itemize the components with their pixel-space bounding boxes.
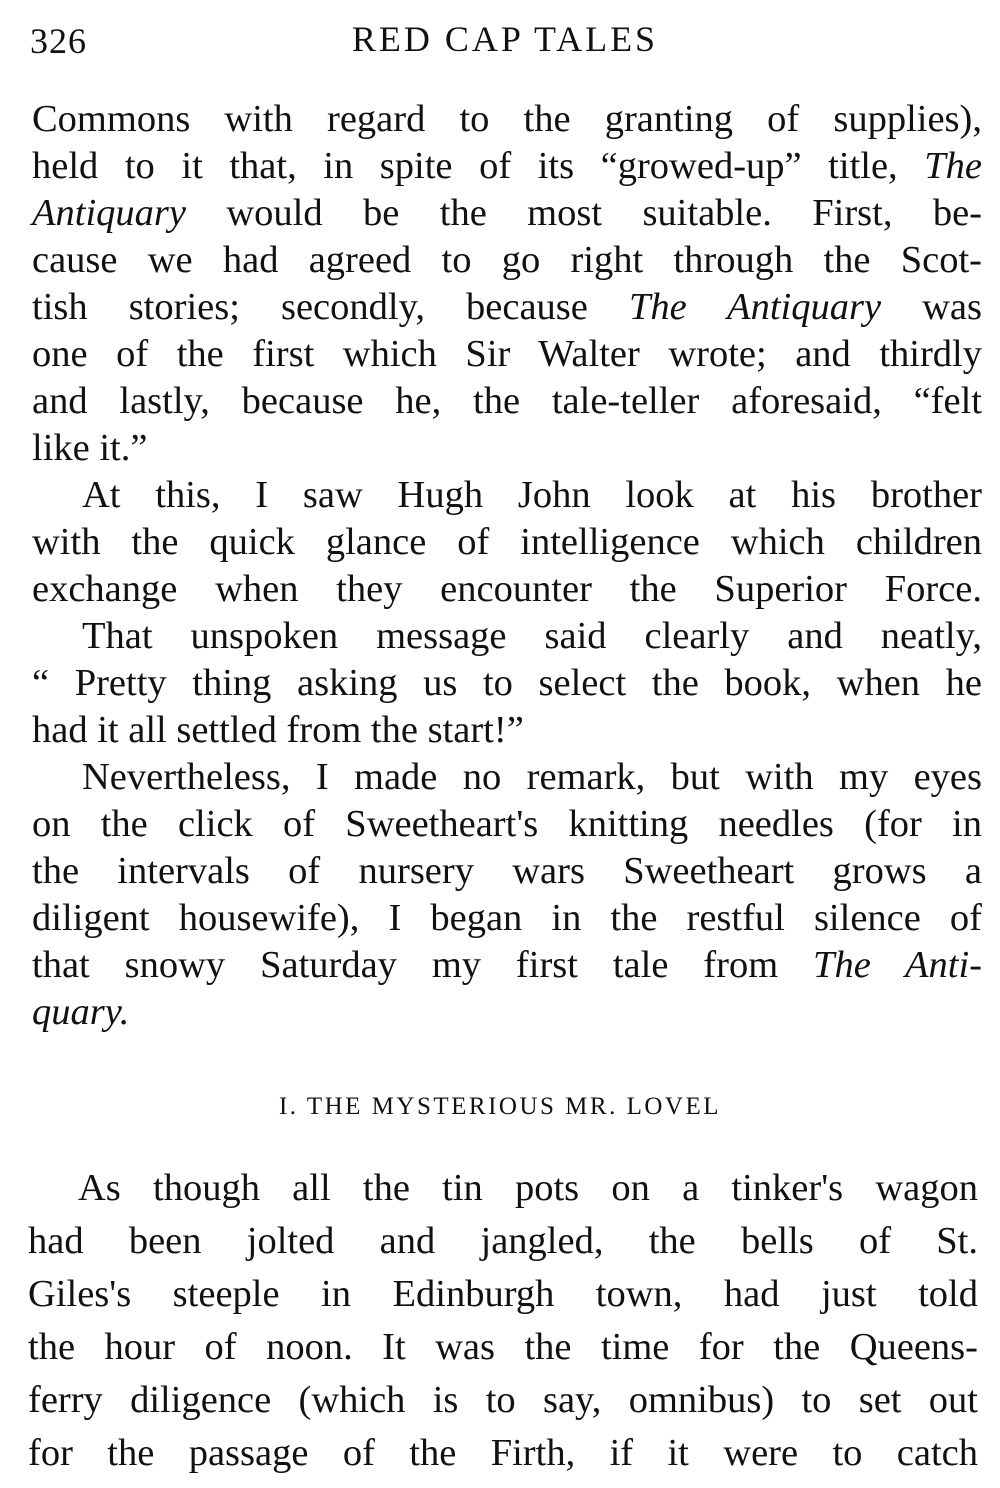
passage-text (32, 96, 982, 1036)
text-line: had it all settled from the start!” (32, 709, 524, 751)
text-line: that snowy Saturday my first tale from The Anti- (32, 944, 982, 986)
text-line: Antiquary would be the most suitable. First, be- (32, 192, 982, 234)
text-line: ferry diligence (which is to say, omnibus) to set out (28, 1379, 978, 1421)
page-number: 326 (30, 21, 87, 61)
text-line: like it.” (32, 427, 148, 469)
text-line: one of the first which Sir Walter wrote; and thirdly (32, 333, 982, 375)
text-line: Commons with regard to the granting of supplies), (32, 98, 982, 140)
page-header (30, 18, 980, 60)
text-line: held to it that, in spite of its “growed-up” title, The (32, 145, 982, 187)
text-line: had been jolted and jangled, the bells of St. (28, 1220, 978, 1262)
text-line: “ Pretty thing asking us to select the book, when he (32, 662, 982, 704)
text-line: tish stories; secondly, because The Antiquary was (32, 286, 982, 328)
text-line: Giles's steeple in Edinburgh town, had just told (28, 1273, 978, 1315)
text-line: and lastly, because he, the tale-teller aforesaid, “felt (32, 380, 982, 422)
text-line: That unspoken message said clearly and neatly, (82, 615, 982, 657)
text-line: exchange when they encounter the Superior Force. (32, 568, 982, 610)
text-line: Nevertheless, I made no remark, but with my eyes (82, 756, 982, 798)
section-heading: I. THE MYSTERIOUS MR. LOVEL (278, 1093, 722, 1120)
section-text (28, 1162, 978, 1480)
text-line: the hour of noon. It was the time for the Queens- (28, 1326, 978, 1368)
running-head: RED CAP TALES (351, 19, 659, 59)
text-line: cause we had agreed to go right through the Scot- (32, 239, 982, 281)
text-line: on the click of Sweetheart's knitting needles (for in (32, 803, 982, 845)
text-line: At this, I saw Hugh John look at his brother (82, 474, 982, 516)
text-line: As though all the tin pots on a tinker's wagon (78, 1167, 978, 1209)
text-line: the intervals of nursery wars Sweetheart grows a (32, 850, 982, 892)
text-line: quary. (32, 991, 130, 1033)
text-line: with the quick glance of intelligence which children (32, 521, 982, 563)
text-line: diligent housewife), I began in the restful silence of (32, 897, 982, 939)
text-line: for the passage of the Firth, if it were to catch (28, 1432, 978, 1474)
